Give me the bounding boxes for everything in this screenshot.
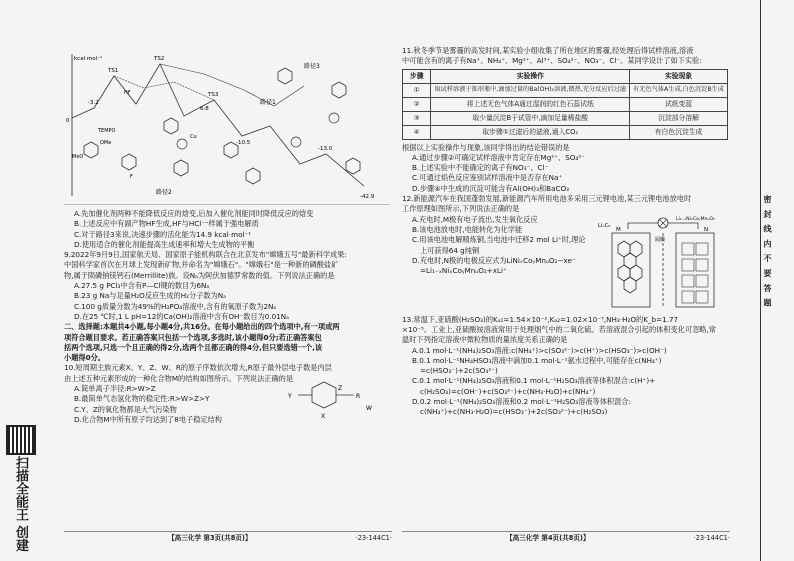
q10-option-d: D.化合物M中所有原子均达到了8电子稳定结构 [74,414,222,424]
energy-value: TS3 [208,92,219,98]
energy-profile-svg [64,46,390,204]
footer-code: ·23-144C1· [693,533,730,542]
reagent-label: Cu [190,134,197,140]
electrode-m-label: M [616,226,621,233]
q12-option-a: A.充电时,M极有电子流出,发生氧化反应 [412,214,538,224]
q13-stem-line: 温时下列指定溶液中微粒物质的量浓度关系正确的是 [402,335,568,345]
section2-instruction: 小题得0分。 [64,353,105,363]
q12-option-d: D.充电时,N极的电极反应式为LiNiₓCoᵧMnᵤO₂−xe⁻ [412,255,576,265]
q8-option-a: A.先加催化剂两种不能降低反应的焓变,后加入催化剂能同时降低反应的焓变 [74,209,314,218]
reagent-label: F [130,174,133,180]
binding-char: 密 [763,195,772,205]
binding-notice [763,195,778,309]
q10-stem-line: 由上述五种元素形成的一种化合物M的结构如图所示。下列说法正确的是 [64,373,294,383]
table-header: 步骤 [403,69,431,83]
q11-option-c: C.可通过焰色反应鉴别试样溶液中是否存在Na⁺ [412,173,563,183]
electrode-label-right: Li₁₋ₓNiₓCoᵧMnᵤO₂ [676,216,715,222]
energy-value: -42.9 [360,194,375,200]
axis-label: kcal·mol⁻¹ [74,56,103,62]
q12-stem-line: 12.新能源汽车在我国蓬勃发展,新能源汽车所用电池多采用三元锂电池,某三元锂电池放电时 [402,194,692,204]
q13-option-b: B.0.1 mol·L⁻¹NH₄HSO₃溶液中滴加0.1 mol·L⁻¹氨水过程中,可能存在c(NH₄⁺) [412,355,662,365]
binding-char: 不 [763,254,772,265]
table-row [403,125,728,139]
table-header: 实验操作 [431,69,630,83]
table-cell: 将上述无色气体A通过湿润的红色石蕊试纸 [431,97,630,111]
section2-instruction: 括两个选项,只选一个且正确的得2分,选两个且都正确的得4分,但只要选错一个,该 [64,342,323,352]
q12-option-c: C.用该电池电解精炼铜,当电池中迁移2 mol Li⁺时,理论 [412,235,586,245]
binding-char: 内 [763,239,772,250]
pathway-label: 路径3 [304,63,320,70]
q9-option-a: A.27.5 g PCl₃中含有P—Cl键的数目为6Nₐ [74,281,210,291]
table-cell: 取试样溶液于锥形瓶中,滴加过量的Ba(OH)₂溶液,微热,充分反应后过滤 [431,83,630,97]
electrode-label-left: LiₓC₆ [598,222,611,229]
qr-code-icon [6,425,36,455]
q9-option-d: D.在25 ℃时,1 L pH=12的Ca(OH)₂溶液中含有OH⁻数目为0.01Nₐ [74,311,289,321]
table-cell: ④ [403,125,431,139]
q11-after-text: 根据以上实验操作与现象,该同学得出的结论错误的是 [402,142,570,152]
pathway-label: 路径2 [156,189,172,196]
q11-stem-line: 中可能含有的离子有Na⁺、NH₄⁺、Mg²⁺、Al³⁺、SO₄²⁻、NO₃⁻、Cl⁻。某同学设计了如下实验: [402,56,702,66]
energy-value: TS1 [108,68,119,74]
q8-option-d: D.使用适合的催化剂能提高生成速率和增大生成物的平衡 [74,239,255,249]
q9-option-b: B.23 g Na与足量H₂O反应生成的H₂分子数为Nₐ [74,291,226,301]
q10-option-b: B.最简单气态氢化物的稳定性:R>W>Z>Y [74,394,210,404]
reagent-label: TEMPO [98,128,116,134]
table-header: 实验现象 [630,69,728,83]
q11-experiment-table [402,69,728,140]
q13-option-b-cont: =c(HSO₃⁻)+2c(SO₃²⁻) [420,366,498,376]
table-cell: 取少量沉淀B于试管中,滴加足量稀盐酸 [431,111,630,125]
q12-option-b: B.该电池放电时,电能转化为化学能 [412,224,523,234]
q13-option-d-cont: c(NH₄⁺)+c(NH₃·H₂O)=c(HSO₃⁻)+2c(SO₃²⁻)+c(H₂SO₃) [420,407,608,417]
binding-char: 线 [763,224,772,235]
q11-option-b: B.上述实验中不能确定的离子有NO₃⁻、Cl⁻ [412,163,549,173]
energy-value: -3.2 [88,100,99,106]
q12-body [402,215,730,315]
q10-option-a: A.简单离子半径:R>W>Z [74,384,156,394]
q11-option-d: D.步骤④中生成的沉淀可能含有Al(OH)₃和BaCO₃ [412,183,570,193]
q12-option-c-cont: 上可获得64 g纯铜 [420,245,480,255]
reagent-label: HF [124,90,131,96]
q10-stem-line: 10.短周期主族元素X、Y、Z、W、R的原子序数依次增大,R原子最外层电子数是内层 [64,363,332,373]
table-cell: 有白色沉淀生成 [630,125,728,139]
footer-page-number: 【高三化学 第4页(共8页)】 [506,533,590,542]
left-page-footer [64,531,392,544]
q10-structure-svg [278,380,378,426]
table-row [403,111,728,125]
reagent-label: OMe [100,140,112,146]
table-header-row [403,69,728,83]
q8-option-b: B.上述反应中有副产物HF生成,HF与HCl一样属于强电解质 [74,219,259,229]
binding-char: 封 [763,209,772,220]
section2-instruction: 二、选择题:本题共4小题,每小题4分,共16分。在每小题给出的四个选项中,有一项或两 [64,322,340,332]
left-page [64,46,392,544]
energy-value: -13.0 [318,146,333,152]
table-cell: 取步骤①过滤后的滤液,通入CO₂ [431,125,630,139]
q10-option-c: C.Y、Z的氧化物都是大气污染物 [74,404,177,414]
q9-stem-line: 9.2022年9月9日,国家航天局、国家原子能机构联合在北京发布"嫦娥五号"最新科学成果: [64,250,347,260]
q12-stem-line: 工作原理如图所示,下列说法正确的是 [402,204,520,214]
section2-instruction: 项符合题目要求。若正确答案只包括一个选项,多选时,该小题得0分;若正确答案包 [64,332,322,342]
table-cell: 试纸变蓝 [630,97,728,111]
q9-stem-line: 中国科学家首次在月球上发现新矿物,并命名为"嫦娥石"。"嫦娥石"是一种新的磷酸盐矿 [64,260,339,270]
q13-stem-line: ×10⁻⁵。工业上,亚硫酸铵溶液常用于处理烟气中的二氧化硫。若溶液混合引起的体积变化可忽略,常 [402,324,716,334]
q9-stem-line: 物,属于陨磷钠镁钙石(Merrillite)族。设Nₐ为阿伏加德罗常数的值。下列说法正确的是 [64,270,335,280]
table-row [403,83,728,97]
binding-char: 题 [763,298,772,309]
q12-option-d-cont: =Li₁₋ₓNiₓCoᵧMnᵤO₂+xLi⁺ [420,266,507,276]
table-row [403,97,728,111]
electrode-n-label: N [704,226,709,233]
footer-page-number: 【高三化学 第3页(共8页)】 [168,533,252,542]
q10-body [64,384,392,425]
binding-char: 答 [763,283,772,294]
pathway-label: 路径1 [260,99,276,106]
atom-label: R [356,393,361,401]
battery-diagram [598,215,730,311]
q13-option-a: A.0.1 mol·L⁻¹(NH₄)₂SO₃溶液:c(NH₄⁺)>c(SO₃²⁻)>c(H⁺)>c(HSO₃⁻)>c(OH⁻) [412,345,667,355]
q13-stem-line: 13.常温下,亚硫酸(H₂SO₃)的Kₐ₁=1.54×10⁻²,Kₐ₂=1.02×10⁻⁷,NH₃·H₂O的K_b=1.77 [402,314,679,324]
table-cell: ① [403,83,431,97]
table-cell: ② [403,97,431,111]
q9-option-c: C.100 g质量分数为49%的H₃PO₄溶液中,含有的氧原子数为2Nₐ [74,301,277,311]
atom-label: Y [288,393,292,401]
energy-value: 0 [66,118,70,124]
scanner-watermark: 扫描全能王 创建 [13,456,28,552]
battery-svg [598,215,730,311]
q11-option-a: A.通过步骤②可确定试样溶液中肯定存在Mg²⁺、SO₄²⁻ [412,152,585,162]
q13-option-d: D.0.2 mol·L⁻¹(NH₄)₂SO₃溶液和0.2 mol·L⁻¹H₂SO₃溶液等体积混合: [412,397,631,407]
right-page-footer [402,531,730,544]
footer-code: ·23-144C1· [355,533,392,542]
table-cell: ③ [403,111,431,125]
binding-strip [738,0,794,561]
atom-label: W [366,405,372,413]
q11-stem-line: 11.秋冬季节是雾霾的高发时间,某实验小组收集了所在地区的雾霾,经处理后得试样溶液,溶液 [402,46,694,55]
table-cell: 有无色气体A生成,白色沉淀B生成 [630,83,728,97]
energy-value: TS2 [154,56,165,62]
table-cell: 沉淀部分溶解 [630,111,728,125]
right-page [402,46,730,544]
reagent-label: MeO [72,154,84,160]
reaction-energy-diagram [64,46,390,205]
energy-value: -10.5 [236,140,251,146]
energy-value: 6.8 [200,106,209,112]
q8-option-c: C.对于路径3来说,决速步骤的活化能为14.9 kcal·mol⁻¹ [74,229,252,239]
separator-label: 隔膜 [655,236,666,243]
atom-label: Z [338,385,343,393]
binding-char: 要 [763,268,772,279]
q13-option-c-cont: c(H₂SO₃)=c(OH⁻)+c(SO₃²⁻)+c(NH₃·H₂O)+c(NH₄⁺) [420,386,596,396]
atom-label: X [321,413,326,421]
q13-option-c: C.0.1 mol·L⁻¹(NH₄)₂SO₃溶液和0.1 mol·L⁻¹H₂SO₃溶液等体积混合:c(H⁺)+ [412,376,656,386]
